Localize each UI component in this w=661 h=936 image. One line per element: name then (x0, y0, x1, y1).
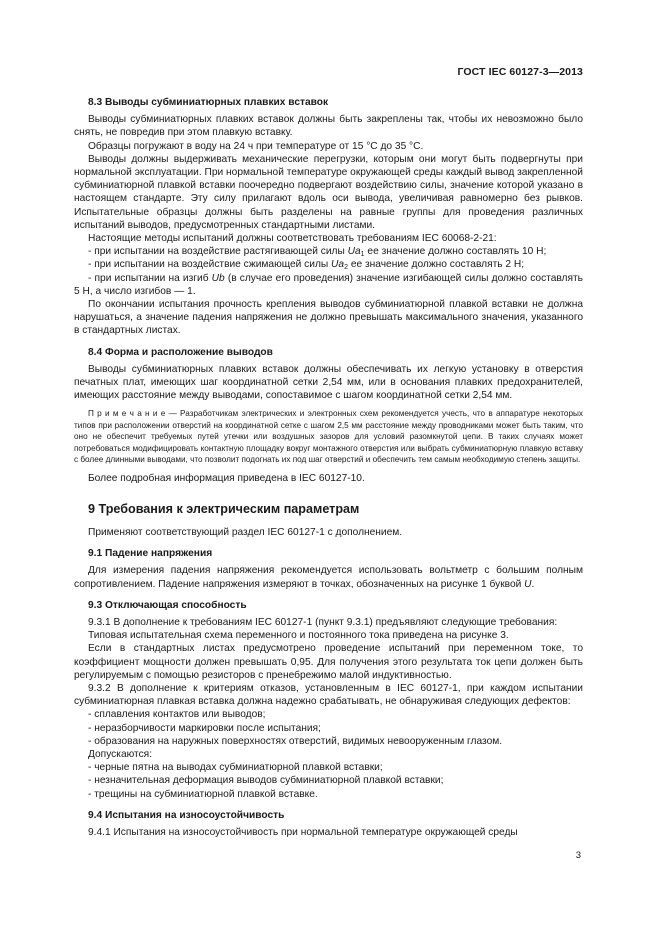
paragraph: 9.4.1 Испытания на износоустойчивость при нормальной температуре окружающей среды (88, 826, 518, 838)
paragraph: Более подробная информация приведена в IEC 60127-10. (88, 472, 365, 484)
list-item: - трещины на субминиатюрной плавкой вставке. (88, 788, 318, 800)
paragraph: 9.3.1 В дополнение к требованиям IEC 60127-1 (пункт 9.3.1) предъявляют следующие требования: (88, 616, 558, 628)
paragraph: Выводы субминиатюрных плавких вставок должны быть закреплены так, чтобы их невозможно было снять, не повредив при этом плавкую вставку. (74, 114, 583, 139)
section-9-3-title: 9.3 Отключающая способность (88, 599, 247, 611)
section-9-4-title: 9.4 Испытания на износоустойчивость (88, 809, 285, 821)
list-item: - при испытании на воздействие растягивающей силы $Ua_1$ ее значение должно составлять 10 Н; (88, 246, 547, 259)
paragraph: Если в стандартных листах предусмотрено проведение испытаний при переменном токе, то коэффициент мощности должен превышать 0,95. Для получения этого результата ток цепи должен быть регулируемым с помощью резисторов с пренебрежимо малой индуктивностью. (74, 643, 583, 681)
paragraph: Настоящие методы испытаний должны соответствовать требованиям IEC 60068-2-21: (88, 233, 497, 245)
list-item: - сплавления контактов или выводов; (88, 709, 266, 721)
paragraph: Образцы погружают в воду на 24 ч при температуре от 15 °С до 35 °С. (88, 140, 424, 152)
section-8-3-title: 8.3 Выводы субминиатюрных плавких вставок (88, 97, 329, 108)
paragraph: 9.3.2 В дополнение к критериям отказов, установленным в IEC 60127-1, при каждом испытании субминиатюрная плавкая вставка должна надежно срабатывать, не обнаруживая следующих дефектов: (74, 682, 583, 708)
page-content (74, 96, 583, 839)
paragraph: Для измерения падения напряжения рекомендуется использовать вольтметр с большим полным сопротивлением. Падение напряжения измеряют в точках, обозначенных на рисунке 1 буквой U. (74, 565, 583, 590)
list-item: - неразборчивости маркировки после испытания; (88, 722, 321, 734)
paragraph: Типовая испытательная схема переменного и постоянного тока приведена на рисунке 3. (88, 630, 509, 642)
section-8-4-title: 8.4 Форма и расположение выводов (88, 346, 273, 358)
note: П р и м е ч а н и е — Разработчикам электрических и электронных схем рекомендуется учесть, что в аппаратуре некоторых типов при расположении отверстий на координатной сетке с шагом 2,5 мм расстояние между проводниками может быть таким, что оно не обеспечит требуемых путей утечки или воздушных зазоров для условий разомкнутой цепи. В таких случаях может потребоваться модифицировать контактную площадку вокруг монтажного отверстия или выбрать субминиатюрную плавкую вставку с более длинными выводами, что позволит подогнать их под шаг отверстий и обеспечить тем самым необходимую степень защиты. (74, 409, 583, 465)
paragraph: Выводы субминиатюрных плавких вставок должны обеспечивать их легкую установку в отверстия печатных плат, имеющих шаг координатной сетки 2,54 мм, или в основания плавких предохранителей, имеющих расстояние между выводами, сопоставимое с шагом координатной сетки 2,54 мм. (74, 363, 583, 402)
list-item: - при испытании на изгиб Ub (в случае его проведения) значение изгибающей силы должно составлять 5 Н, а число изгибов — 1. (74, 272, 583, 297)
section-9-1-title: 9.1 Падение напряжения (88, 548, 213, 560)
list-item: - незначительная деформация выводов субминиатюрной плавкой вставки; (88, 775, 444, 787)
paragraph: Применяют соответствующий раздел IEC 60127-1 с дополнением. (88, 526, 403, 538)
list-item: - черные пятна на выводах субминиатюрной плавкой вставки; (88, 762, 383, 774)
list-item: - образования на наружных поверхностях отверстий, видимых невооруженным глазом. (88, 735, 503, 747)
page-number: 3 (575, 850, 581, 861)
section-9-title: 9 Требования к электрическим параметрам (88, 501, 360, 516)
paragraph: Допускаются: (88, 748, 153, 760)
paragraph: Выводы должны выдерживать механические перегрузки, которым они могут быть подвергнуты при нормальной эксплуатации. При нормальной температуре окружающей среды каждый вывод закрепленной субминиатюрной плавкой вставки поочередно подвергают воздействию силы, значение которой указано в настоящем стандарте. Эту силу прилагают вдоль оси вывода, увеличивая равномерно без рывков. Испытательные образцы должны быть разделены на равные группы для проведения различных испытаний выводов, предусмотренных стандартными листами. (74, 153, 583, 231)
list-item: - при испытании на воздействие сжимающей силы $Ua_2$ ее значение должно составлять 2 Н; (88, 259, 525, 272)
standard-designation: ГОСТ IEC 60127-3—2013 (457, 66, 583, 78)
paragraph: По окончании испытания прочность крепления выводов субминиатюрной плавкой вставки не должна нарушаться, а значение падения напряжения не должно превышать максимального значения, указанного в стандартных листах. (74, 299, 583, 337)
